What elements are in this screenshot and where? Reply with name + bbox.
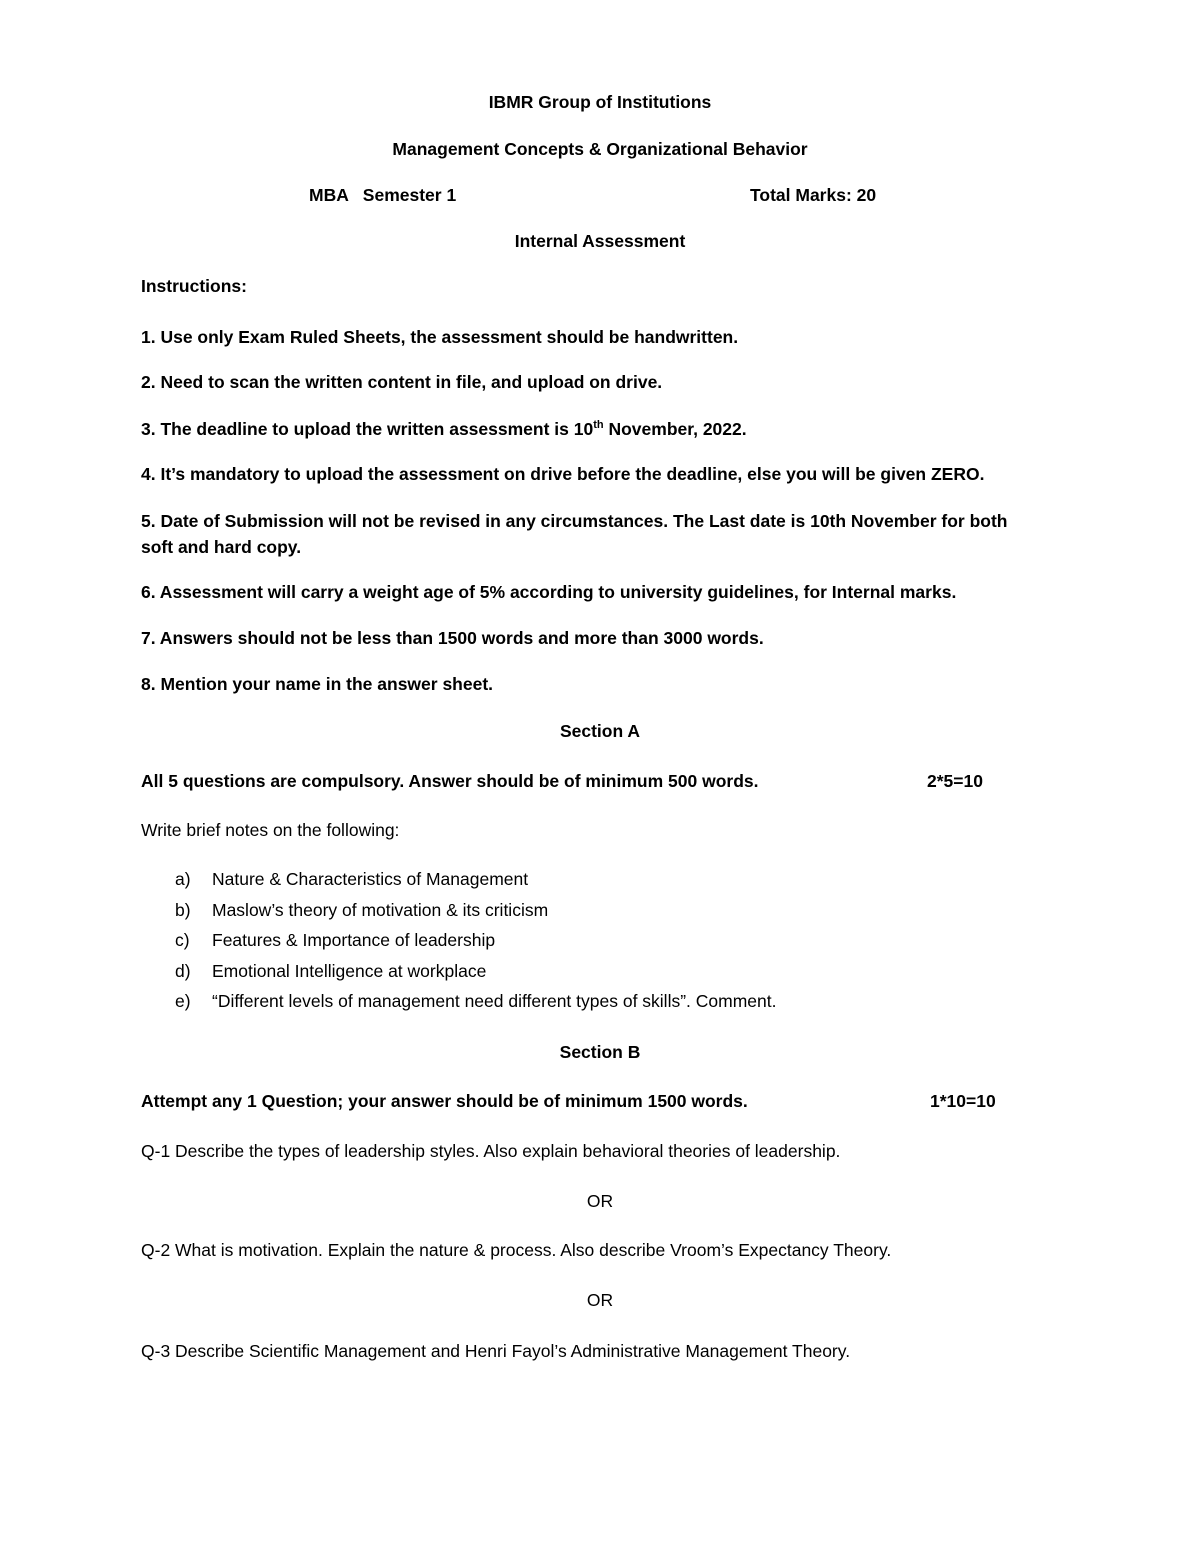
instruction-5: 5. Date of Submission will not be revised in any circumstances. The Last date is 10th November for both soft and hard copy.: [141, 511, 1008, 557]
instruction-4: 4. It’s mandatory to upload the assessment on drive before the deadline, else you will be given ZERO.: [141, 464, 985, 484]
total-marks: Total Marks: 20: [750, 185, 877, 205]
instruction-2: 2. Need to scan the written content in file, and upload on drive.: [141, 372, 663, 392]
or-separator: OR: [586, 1290, 614, 1310]
instruction-7: 7. Answers should not be less than 1500 words and more than 3000 words.: [141, 628, 764, 648]
question-3: Q-3 Describe Scientific Management and Henri Fayol’s Administrative Management Theory.: [141, 1341, 851, 1361]
instruction-6: 6. Assessment will carry a weight age of 5% according to university guidelines, for Internal marks.: [141, 582, 957, 602]
exam-document: IBMR Group of Institutions Management Concepts & Organizational Behavior MBA Semester 1 Total Marks: 20 Internal Assessment Instructions: 1. Use only Exam Ruled Sheets, the assessment should be handwritten. 2. Need to scan the written content in file, and upload on drive. 3. The deadline to upload the written assessment is 10th November, 2022. 4. It’s mandatory to upload the assessment on drive before the deadline, else you will be given ZERO. 5. Date of Submission will not be revised in any circumstances. The Last date is 10th November for both soft and hard copy. 6. Assessment will carry a weight age of 5% according to university guidelines, for Internal marks. 7. Answers should not be less than 1500 words and more than 3000 words. 8. Mention your name in the answer sheet. Section A All 5 questions are compulsory. Answer should be of minimum 500 words. 2*5=10 Write brief notes on the following: a) Nature & Characteristics of Management b) Maslow’s theory of motivation & its criticism c) Features & Importance of leadership d) Emotional Intelligence at workplace e) “Different levels of management need different types of skills”. Comment. Section B Attempt any 1 Question; your answer should be of minimum 1500 words. 1*10=10 Q-1 Describe the types of leadership styles. Also explain behavioral theories of leadership. OR Q-2 What is motivation. Explain the nature & process. Also describe Vroom’s Expectancy Theory. OR Q-3 Describe Scientific Management and Henri Fayol’s Administrative Management Theory.: [0, 0, 1200, 1553]
question-1: Q-1 Describe the types of leadership styles. Also explain behavioral theories of leadership.: [141, 1141, 841, 1161]
question-2: Q-2 What is motivation. Explain the nature & process. Also describe Vroom’s Expectancy Theory.: [141, 1240, 892, 1260]
course-title: Management Concepts & Organizational Behavior: [392, 139, 808, 159]
instruction-3: 3. The deadline to upload the written assessment is 10th November, 2022.: [141, 419, 747, 439]
section-b-marks: 1*10=10: [930, 1091, 996, 1111]
section-b-directive: Attempt any 1 Question; your answer should be of minimum 1500 words.: [141, 1091, 748, 1111]
section-a-marks: 2*5=10: [927, 771, 983, 791]
section-a-title: Section A: [559, 721, 641, 741]
instruction-8: 8. Mention your name in the answer sheet.: [141, 674, 494, 694]
section-a-prompt: Write brief notes on the following:: [141, 820, 400, 840]
section-b-title: Section B: [559, 1042, 641, 1062]
instructions-heading: Instructions:: [141, 276, 247, 296]
institution-title: IBMR Group of Institutions: [488, 92, 712, 112]
assessment-type: Internal Assessment: [514, 231, 686, 251]
or-separator: OR: [586, 1191, 614, 1211]
program-semester: MBA Semester 1: [309, 185, 457, 205]
section-a-directive: All 5 questions are compulsory. Answer should be of minimum 500 words.: [141, 771, 759, 791]
instruction-1: 1. Use only Exam Ruled Sheets, the assessment should be handwritten.: [141, 327, 739, 347]
